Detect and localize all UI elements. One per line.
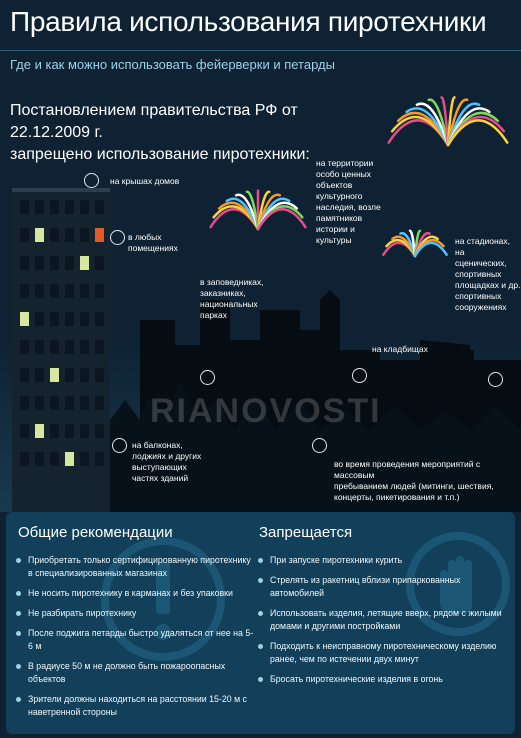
building-window: [35, 256, 44, 270]
marker-rooms: [110, 230, 125, 245]
label-reserves: [200, 277, 263, 321]
label-rooms-line: в любых: [128, 232, 162, 242]
stadium-light-pole: [470, 350, 474, 390]
label-balconies-line: выступающих: [132, 462, 187, 472]
building-window: [80, 200, 89, 214]
building-window: [65, 452, 74, 466]
building-window: [80, 312, 89, 326]
label-heritage-line: культуры: [316, 235, 352, 245]
label-rooms: [128, 232, 178, 254]
page-subtitle: Где и как можно использовать фейерверки и петарды: [10, 57, 335, 72]
building-window: [95, 312, 104, 326]
building-window: [65, 312, 74, 326]
list-item: При запуске пиротехники курить: [256, 554, 508, 567]
label-balconies-line: частях зданий: [132, 473, 189, 483]
building-window: [50, 256, 59, 270]
label-heritage-line: особо ценных: [316, 169, 372, 179]
label-rooms-line: помещениях: [128, 243, 178, 253]
marker-balconies: [112, 438, 127, 453]
label-balconies: [132, 440, 201, 484]
list-item: Стрелять из ракетниц вблизи припаркованных автомобилей: [256, 574, 508, 600]
label-stadiums-line: площадках и др.: [455, 280, 521, 290]
marker-roofs: [84, 173, 99, 188]
label-cemeteries: на кладбищах: [372, 344, 428, 354]
page-title: Правила использования пиротехники: [10, 6, 487, 37]
label-reserves-line: в заповедниках,: [200, 277, 264, 287]
building-window: [65, 424, 74, 438]
building-window: [80, 228, 89, 242]
building-window: [50, 284, 59, 298]
label-heritage-line: объектов: [316, 180, 353, 190]
building-window: [20, 424, 29, 438]
list-item: Бросать пиротехнические изделия в огонь: [256, 673, 508, 686]
building-window: [20, 312, 29, 326]
list-item: Использовать изделия, летящие вверх, рядом с жилыми домами и другими постройками: [256, 607, 508, 633]
building-window: [20, 340, 29, 354]
building-window: [95, 340, 104, 354]
stadium-light-pole: [440, 350, 444, 390]
building-window: [50, 452, 59, 466]
building-window: [35, 200, 44, 214]
marker-events: [312, 438, 327, 453]
label-heritage-line: памятников: [316, 213, 363, 223]
building-window: [50, 228, 59, 242]
building-window: [80, 256, 89, 270]
building-window: [65, 340, 74, 354]
building-window: [65, 200, 74, 214]
building-window: [50, 368, 59, 382]
building-window: [35, 284, 44, 298]
marker-stadiums: [488, 372, 503, 387]
label-reserves-line: парках: [200, 310, 227, 320]
building-window: [20, 256, 29, 270]
label-events: [334, 459, 521, 503]
building-window: [20, 368, 29, 382]
building-window: [35, 424, 44, 438]
label-stadiums-line: на стадионах, на: [455, 236, 511, 257]
building-window: [65, 284, 74, 298]
list-item: Подходить к неисправному пиротехническому изделию ранее, чем по истечении двух минут: [256, 640, 508, 666]
building-window: [20, 284, 29, 298]
building-window: [20, 396, 29, 410]
list-item: Не носить пиротехнику в карманах и без упаковки: [14, 587, 254, 600]
building-window: [35, 228, 44, 242]
list-item: После поджига петарды быстро удаляться от нее на 5-6 м: [14, 627, 254, 653]
building-window: [80, 396, 89, 410]
building-window: [95, 256, 104, 270]
label-balconies-line: на балконах,: [132, 440, 183, 450]
firework-small-right: [383, 231, 446, 256]
building-window: [35, 452, 44, 466]
decree-line-2: запрещено использование пиротехники:: [10, 146, 310, 163]
general-heading: Общие рекомендации: [18, 524, 173, 541]
list-item: Приобретать только сертифицированную пиротехнику в специализированных магазинах: [14, 554, 254, 580]
building-window: [50, 200, 59, 214]
building-roof: [12, 188, 110, 192]
label-heritage: [316, 158, 381, 246]
building-window: [95, 368, 104, 382]
building-window: [95, 396, 104, 410]
label-heritage-line: наследия, возле: [316, 202, 381, 212]
building-window: [50, 340, 59, 354]
building-window: [50, 424, 59, 438]
building-window: [65, 256, 74, 270]
building-window: [80, 452, 89, 466]
building-window: [50, 312, 59, 326]
label-stadiums-line: спортивных: [455, 269, 502, 279]
building-window: [50, 396, 59, 410]
building-window: [95, 284, 104, 298]
label-events-line: концерты, пикетирования и т.п.): [334, 492, 460, 502]
list-item: В радиусе 50 м не должно быть пожароопасных объектов: [14, 660, 254, 686]
building-window: [35, 396, 44, 410]
building-window: [80, 340, 89, 354]
label-heritage-line: на территории: [316, 158, 374, 168]
building-window: [35, 312, 44, 326]
list-item: Зрители должны находиться на расстоянии 15-20 м с наветренной стороны: [14, 693, 254, 719]
building-window: [95, 424, 104, 438]
firework-middle: [211, 191, 306, 229]
label-events-line: пребыванием людей (митинги, шествия,: [334, 481, 494, 491]
label-events-line: во время проведения мероприятий с массовым: [334, 459, 481, 480]
building-window: [35, 368, 44, 382]
label-balconies-line: лоджиях и других: [132, 451, 202, 461]
list-item: Не разбирать пиротехнику: [14, 607, 254, 620]
building-window: [65, 396, 74, 410]
label-stadiums: [455, 236, 521, 313]
decree-line-1: Постановлением правительства РФ от 22.12.2009 г.: [10, 102, 298, 141]
building-window: [80, 368, 89, 382]
building-window: [20, 200, 29, 214]
label-roofs: на крышах домов: [110, 176, 180, 186]
rules-panel: [6, 512, 515, 734]
label-reserves-line: заказниках,: [200, 288, 246, 298]
building-window: [65, 368, 74, 382]
label-stadiums-line: спортивных: [455, 291, 502, 301]
forbidden-heading: Запрещается: [259, 524, 353, 541]
building-window: [35, 340, 44, 354]
building-window: [95, 200, 104, 214]
label-stadiums-line: сооружениях: [455, 302, 507, 312]
watermark: RIANOVOSTI: [150, 392, 382, 430]
label-stadiums-line: сценических,: [455, 258, 507, 268]
forbidden-list: [256, 554, 508, 693]
building-window: [20, 228, 29, 242]
marker-reserves: [200, 370, 215, 385]
building-window: [80, 424, 89, 438]
label-heritage-line: культурного: [316, 191, 363, 201]
label-heritage-line: истории и: [316, 224, 355, 234]
building-window: [95, 228, 104, 242]
label-reserves-line: национальных: [200, 299, 258, 309]
building-window: [95, 452, 104, 466]
general-list: [14, 554, 254, 726]
marker-heritage: [352, 368, 367, 383]
building-window: [80, 284, 89, 298]
firework-large-top-right: [389, 97, 508, 145]
building-window: [65, 228, 74, 242]
building-window: [20, 452, 29, 466]
